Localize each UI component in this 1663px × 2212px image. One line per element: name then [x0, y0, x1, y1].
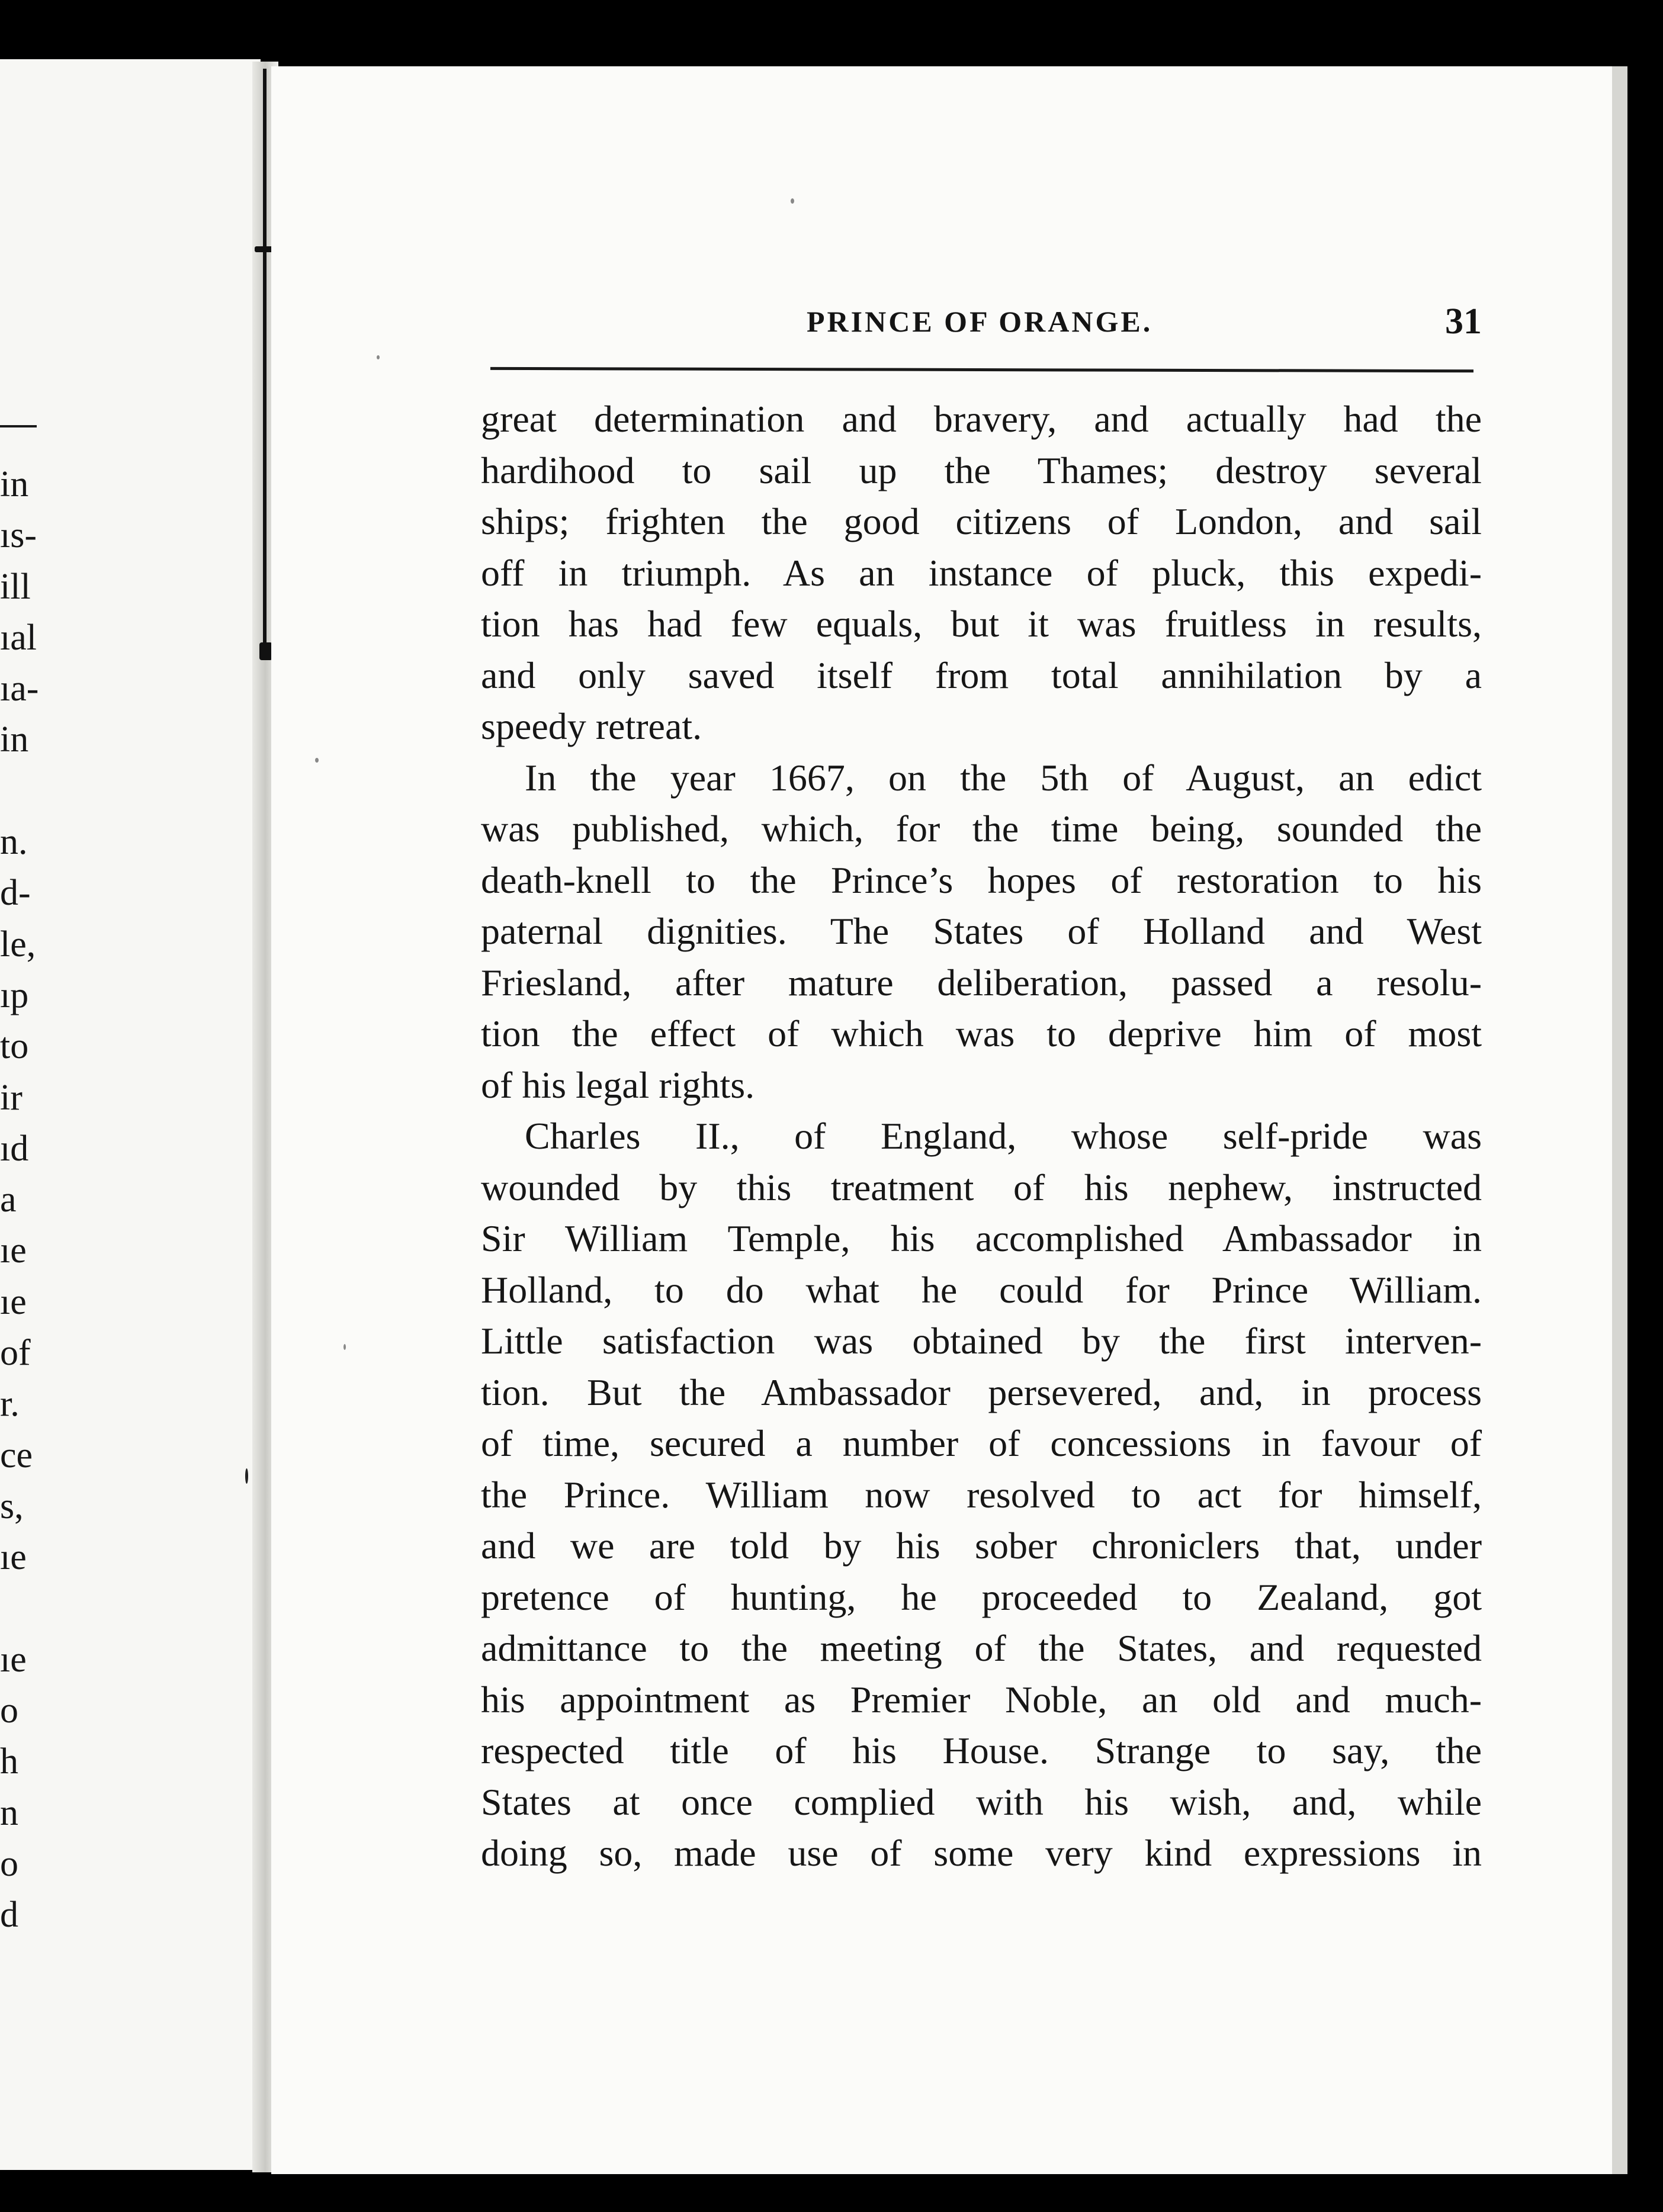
- facing-page-fragment: to: [0, 1026, 29, 1067]
- facing-page-fragment: n.: [0, 822, 28, 863]
- running-head: [487, 295, 1482, 348]
- facing-page-fragment: ıe: [0, 1281, 27, 1322]
- text-line: States at once complied with his wish, and, while: [481, 1780, 1482, 1823]
- text-line: pretence of hunting, he proceeded to Zealand, got: [481, 1576, 1482, 1618]
- text-line: tion the effect of which was to deprive him of most: [481, 1012, 1482, 1054]
- facing-page-left: [0, 59, 261, 2170]
- text-line: death-knell to the Prince’s hopes of restoration to his: [481, 859, 1482, 901]
- text-line: doing so, made use of some very kind expressions in: [481, 1832, 1482, 1874]
- facing-page-fragment: le,: [0, 924, 36, 964]
- paper-speck: [377, 355, 380, 359]
- text-line: speedy retreat.: [481, 705, 702, 747]
- text-line: was published, which, for the time being, sounded the: [481, 808, 1482, 850]
- text-line: Charles II., of England, whose self-pride was: [525, 1115, 1482, 1157]
- facing-page-fragment: ıa-: [0, 668, 39, 709]
- text-line: hardihood to sail up the Thames; destroy several: [481, 449, 1482, 491]
- facing-page-fragment: ce: [0, 1435, 33, 1475]
- facing-page-fragment: o: [0, 1690, 18, 1731]
- binding-stitch-knot: [259, 642, 272, 660]
- facing-page-fragment: ıe: [0, 1230, 27, 1271]
- facing-page-fragment: ıp: [0, 975, 29, 1015]
- facing-page-fragment: ıe: [0, 1537, 27, 1578]
- text-line: paternal dignities. The States of Holland and West: [481, 910, 1482, 952]
- paper-speck: [245, 1468, 248, 1484]
- paper-speck: [791, 198, 794, 204]
- text-line: tion has had few equals, but it was fruitless in results,: [481, 603, 1482, 645]
- facing-page-fragment: s,: [0, 1486, 24, 1526]
- text-line: wounded by this treatment of his nephew, instructed: [481, 1166, 1482, 1208]
- text-line: respected title of his House. Strange to say, the: [481, 1729, 1482, 1771]
- facing-page-fragment: [0, 1583, 71, 1634]
- text-line: admittance to the meeting of the States, and requested: [481, 1627, 1482, 1669]
- binding-thread: [263, 69, 267, 658]
- text-line: and only saved itself from total annihilation by a: [481, 654, 1482, 696]
- facing-page-head-rule: [0, 425, 37, 427]
- facing-page-fragment: d: [0, 1895, 18, 1936]
- paper-speck: [315, 758, 319, 763]
- running-title: PRINCE OF ORANGE.: [807, 305, 1153, 338]
- facing-page-fragment: r.: [0, 1384, 20, 1425]
- paper-speck: [343, 1344, 346, 1350]
- text-line: of his legal rights.: [481, 1063, 755, 1106]
- text-line: the Prince. William now resolved to act for himself,: [481, 1473, 1482, 1516]
- text-line: off in triumph. As an instance of pluck, this expedi-: [481, 551, 1482, 594]
- facing-page-fragment: ıe: [0, 1639, 27, 1680]
- facing-page-fragment: in: [0, 464, 29, 504]
- facing-page-text-fragments: [0, 459, 71, 1941]
- facing-page-fragment: n: [0, 1792, 18, 1833]
- page-number: 31: [1445, 301, 1482, 342]
- text-line: tion. But the Ambassador persevered, and, in process: [481, 1371, 1482, 1413]
- text-line: of time, secured a number of concessions in favour of: [481, 1422, 1482, 1464]
- text-line: Sir William Temple, his accomplished Ambassador in: [481, 1217, 1482, 1259]
- facing-page-fragment: d-: [0, 873, 31, 914]
- facing-page-fragment: ill: [0, 566, 31, 607]
- text-line: Friesland, after mature deliberation, passed a resolu-: [481, 961, 1482, 1004]
- text-line: Little satisfaction was obtained by the first interven-: [481, 1320, 1482, 1362]
- text-line: In the year 1667, on the 5th of August, an edict: [525, 756, 1482, 799]
- body-text: [481, 394, 1482, 1879]
- facing-page-fragment: ıd: [0, 1128, 29, 1169]
- facing-page-fragment: ir: [0, 1077, 23, 1118]
- facing-page-fragment: o: [0, 1844, 18, 1885]
- facing-page-fragment: [0, 766, 71, 816]
- text-line: Holland, to do what he could for Prince William.: [481, 1268, 1482, 1311]
- facing-page-fragment: in: [0, 719, 29, 760]
- facing-page-fragment: ıal: [0, 617, 37, 658]
- text-line: ships; frighten the good citizens of London, and sail: [481, 500, 1482, 542]
- text-line: and we are told by his sober chroniclers that, under: [481, 1525, 1482, 1567]
- text-line: his appointment as Premier Noble, an old and much-: [481, 1678, 1482, 1721]
- facing-page-fragment: ıs-: [0, 515, 37, 556]
- facing-page-fragment: h: [0, 1741, 18, 1782]
- facing-page-fragment: of: [0, 1333, 31, 1374]
- text-line: great determination and bravery, and actually had the: [481, 398, 1482, 440]
- facing-page-fragment: a: [0, 1179, 17, 1220]
